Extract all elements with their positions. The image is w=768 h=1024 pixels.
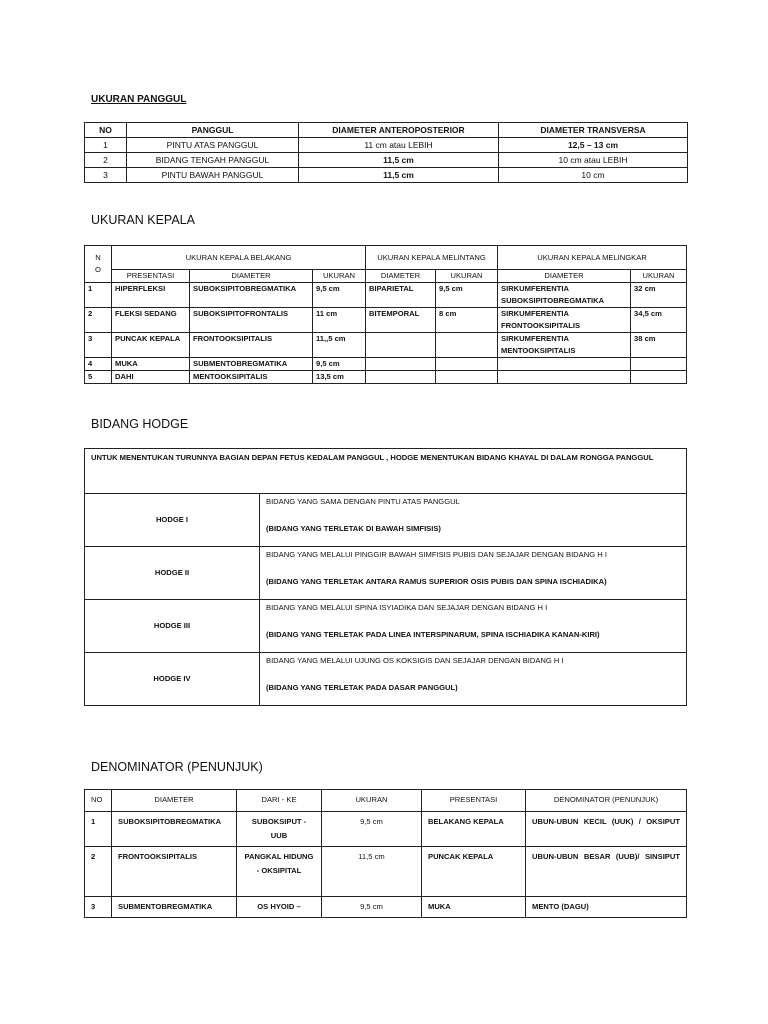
cell bbox=[631, 371, 687, 384]
header-kepala-melintang: UKURAN KEPALA MELINTANG bbox=[366, 246, 498, 270]
table-header-row bbox=[85, 790, 687, 812]
cell: 5 bbox=[85, 371, 112, 384]
hodge-row bbox=[85, 547, 687, 600]
subheader: UKURAN bbox=[313, 270, 366, 283]
cell: 2 bbox=[85, 847, 112, 897]
cell: PANGKAL HIDUNG - OKSIPITAL bbox=[237, 847, 322, 897]
cell: 11,5 cm bbox=[322, 847, 422, 897]
header-panggul: PANGGUL bbox=[127, 123, 299, 138]
table-row bbox=[85, 358, 687, 371]
cell: FRONTOOKSIPITALIS bbox=[190, 333, 313, 358]
subheader: DIAMETER bbox=[366, 270, 436, 283]
cell bbox=[366, 333, 436, 358]
cell: 3 bbox=[85, 333, 112, 358]
cell: 2 bbox=[85, 308, 112, 333]
header-diameter-transversa: DIAMETER TRANSVERSA bbox=[499, 123, 688, 138]
table-row bbox=[85, 847, 687, 897]
hodge-line1: BIDANG YANG MELALUI UJUNG OS KOKSIGIS DAN SEJAJAR DENGAN BIDANG H I bbox=[266, 656, 564, 665]
cell: FRONTOOKSIPITALIS bbox=[112, 847, 237, 897]
hodge-line2: (BIDANG YANG TERLETAK PADA LINEA INTERSPINARUM, SPINA ISCHIADIKA KANAN-KIRI) bbox=[266, 630, 600, 639]
cell: 10 cm bbox=[499, 168, 688, 183]
cell: 3 bbox=[85, 168, 127, 183]
table-row bbox=[85, 333, 687, 358]
cell: SUBMENTOBREGMATIKA bbox=[190, 358, 313, 371]
cell: 1 bbox=[85, 812, 112, 847]
table-ukuran-kepala bbox=[84, 245, 687, 384]
header-no-line2: O bbox=[95, 265, 101, 274]
cell: 38 cm bbox=[631, 333, 687, 358]
hodge-row bbox=[85, 653, 687, 706]
subheader: PRESENTASI bbox=[112, 270, 190, 283]
table-row bbox=[85, 153, 688, 168]
cell: 9,5 cm bbox=[313, 358, 366, 371]
hodge-name: HODGE IV bbox=[85, 653, 260, 706]
table-row bbox=[85, 812, 687, 847]
header-diameter-ap: DIAMETER ANTEROPOSTERIOR bbox=[299, 123, 499, 138]
cell: HIPERFLEKSI bbox=[112, 283, 190, 308]
table-row bbox=[85, 138, 688, 153]
hodge-description bbox=[260, 547, 687, 600]
cell: SUBMENTOBREGMATIKA bbox=[112, 897, 237, 918]
cell: 13,5 cm bbox=[313, 371, 366, 384]
table-bidang-hodge bbox=[84, 448, 687, 706]
cell: PUNCAK KEPALA bbox=[422, 847, 526, 897]
header-ukuran: UKURAN bbox=[322, 790, 422, 812]
header-no: NO bbox=[85, 790, 112, 812]
cell bbox=[498, 371, 631, 384]
subheader: DIAMETER bbox=[190, 270, 313, 283]
subheader: DIAMETER bbox=[498, 270, 631, 283]
intro-row bbox=[85, 449, 687, 494]
table-row bbox=[85, 371, 687, 384]
header-presentasi: PRESENTASI bbox=[422, 790, 526, 812]
cell bbox=[498, 358, 631, 371]
cell: 11,,5 cm bbox=[313, 333, 366, 358]
hodge-line2: (BIDANG YANG TERLETAK ANTARA RAMUS SUPERIOR OSIS PUBIS DAN SPINA ISCHIADIKA) bbox=[266, 577, 607, 586]
cell: 1 bbox=[85, 138, 127, 153]
cell: 11 cm atau LEBIH bbox=[299, 138, 499, 153]
cell: FLEKSI SEDANG bbox=[112, 308, 190, 333]
hodge-name: HODGE I bbox=[85, 494, 260, 547]
section-title-denominator: DENOMINATOR (PENUNJUK) bbox=[91, 760, 263, 774]
cell: 1 bbox=[85, 283, 112, 308]
cell: PUNCAK KEPALA bbox=[112, 333, 190, 358]
cell: 2 bbox=[85, 153, 127, 168]
header-no: NO bbox=[85, 123, 127, 138]
cell: MUKA bbox=[422, 897, 526, 918]
header-denominator: DENOMINATOR (PENUNJUK) bbox=[526, 790, 687, 812]
header-kepala-melingkar: UKURAN KEPALA MELINGKAR bbox=[498, 246, 687, 270]
cell: 9,5 cm bbox=[313, 283, 366, 308]
cell bbox=[436, 371, 498, 384]
subheader: UKURAN bbox=[436, 270, 498, 283]
hodge-line2: (BIDANG YANG TERLETAK PADA DASAR PANGGUL) bbox=[266, 683, 458, 692]
cell: PINTU BAWAH PANGGUL bbox=[127, 168, 299, 183]
cell: SIRKUMFERENTIA FRONTOOKSIPITALIS bbox=[498, 308, 631, 333]
hodge-row bbox=[85, 600, 687, 653]
cell: 10 cm atau LEBIH bbox=[499, 153, 688, 168]
intro-text: UNTUK MENENTUKAN TURUNNYA BAGIAN DEPAN FETUS KEDALAM PANGGUL , HODGE MENENTUKAN BIDANG KHAYAL DI DALAM RONGGA PANGGUL bbox=[85, 449, 687, 494]
cell: 12,5 – 13 cm bbox=[499, 138, 688, 153]
cell bbox=[631, 358, 687, 371]
cell: MUKA bbox=[112, 358, 190, 371]
header-dari-ke: DARI - KE bbox=[237, 790, 322, 812]
table-header-row bbox=[85, 123, 688, 138]
cell: MENTO (DAGU) bbox=[526, 897, 687, 918]
group-header-row bbox=[85, 246, 687, 270]
cell: SIRKUMFERENTIA SUBOKSIPITOBREGMATIKA bbox=[498, 283, 631, 308]
cell: 9,5 cm bbox=[322, 812, 422, 847]
table-denominator bbox=[84, 789, 687, 918]
hodge-description bbox=[260, 494, 687, 547]
section-title-ukuran-kepala: UKURAN KEPALA bbox=[91, 213, 195, 227]
cell bbox=[366, 358, 436, 371]
cell: OS HYOID – bbox=[237, 897, 322, 918]
subheader: UKURAN bbox=[631, 270, 687, 283]
sub-header-row bbox=[85, 270, 687, 283]
section-title-bidang-hodge: BIDANG HODGE bbox=[91, 417, 189, 431]
cell: BIDANG TENGAH PANGGUL bbox=[127, 153, 299, 168]
cell: 3 bbox=[85, 897, 112, 918]
cell: BIPARIETAL bbox=[366, 283, 436, 308]
header-kepala-belakang: UKURAN KEPALA BELAKANG bbox=[112, 246, 366, 270]
cell: BITEMPORAL bbox=[366, 308, 436, 333]
table-row bbox=[85, 283, 687, 308]
hodge-line2: (BIDANG YANG TERLETAK DI BAWAH SIMFISIS) bbox=[266, 524, 441, 533]
cell: SUBOKSIPUT - UUB bbox=[237, 812, 322, 847]
cell: SIRKUMFERENTIA MENTOOKSIPITALIS bbox=[498, 333, 631, 358]
cell: UBUN-UBUN BESAR (UUB)/ SINSIPUT bbox=[526, 847, 687, 897]
hodge-line1: BIDANG YANG SAMA DENGAN PINTU ATAS PANGGUL bbox=[266, 497, 460, 506]
hodge-name: HODGE III bbox=[85, 600, 260, 653]
hodge-name: HODGE II bbox=[85, 547, 260, 600]
cell: SUBOKSIPITOBREGMATIKA bbox=[112, 812, 237, 847]
cell: 8 cm bbox=[436, 308, 498, 333]
cell: 9,5 cm bbox=[322, 897, 422, 918]
table-row bbox=[85, 168, 688, 183]
hodge-description bbox=[260, 653, 687, 706]
cell: SUBOKSIPITOFRONTALIS bbox=[190, 308, 313, 333]
header-no bbox=[85, 246, 112, 283]
hodge-row bbox=[85, 494, 687, 547]
cell bbox=[436, 333, 498, 358]
cell: PINTU ATAS PANGGUL bbox=[127, 138, 299, 153]
cell: SUBOKSIPITOBREGMATIKA bbox=[190, 283, 313, 308]
cell: 11 cm bbox=[313, 308, 366, 333]
section-title-ukuran-panggul: UKURAN PANGGUL bbox=[91, 94, 187, 105]
cell bbox=[366, 371, 436, 384]
table-row bbox=[85, 308, 687, 333]
table-row bbox=[85, 897, 687, 918]
hodge-description bbox=[260, 600, 687, 653]
cell: 4 bbox=[85, 358, 112, 371]
cell: 9,5 cm bbox=[436, 283, 498, 308]
cell: UBUN-UBUN KECIL (UUK) / OKSIPUT bbox=[526, 812, 687, 847]
cell: DAHI bbox=[112, 371, 190, 384]
cell: MENTOOKSIPITALIS bbox=[190, 371, 313, 384]
cell: 32 cm bbox=[631, 283, 687, 308]
table-ukuran-panggul bbox=[84, 122, 688, 183]
cell: BELAKANG KEPALA bbox=[422, 812, 526, 847]
header-no-line1: N bbox=[95, 253, 101, 262]
cell: 11,5 cm bbox=[299, 168, 499, 183]
hodge-line1: BIDANG YANG MELALUI SPINA ISYIADIKA DAN SEJAJAR DENGAN BIDANG H I bbox=[266, 603, 548, 612]
hodge-line1: BIDANG YANG MELALUI PINGGIR BAWAH SIMFISIS PUBIS DAN SEJAJAR DENGAN BIDANG H I bbox=[266, 550, 607, 559]
cell: 34,5 cm bbox=[631, 308, 687, 333]
cell: 11,5 cm bbox=[299, 153, 499, 168]
header-diameter: DIAMETER bbox=[112, 790, 237, 812]
cell bbox=[436, 358, 498, 371]
